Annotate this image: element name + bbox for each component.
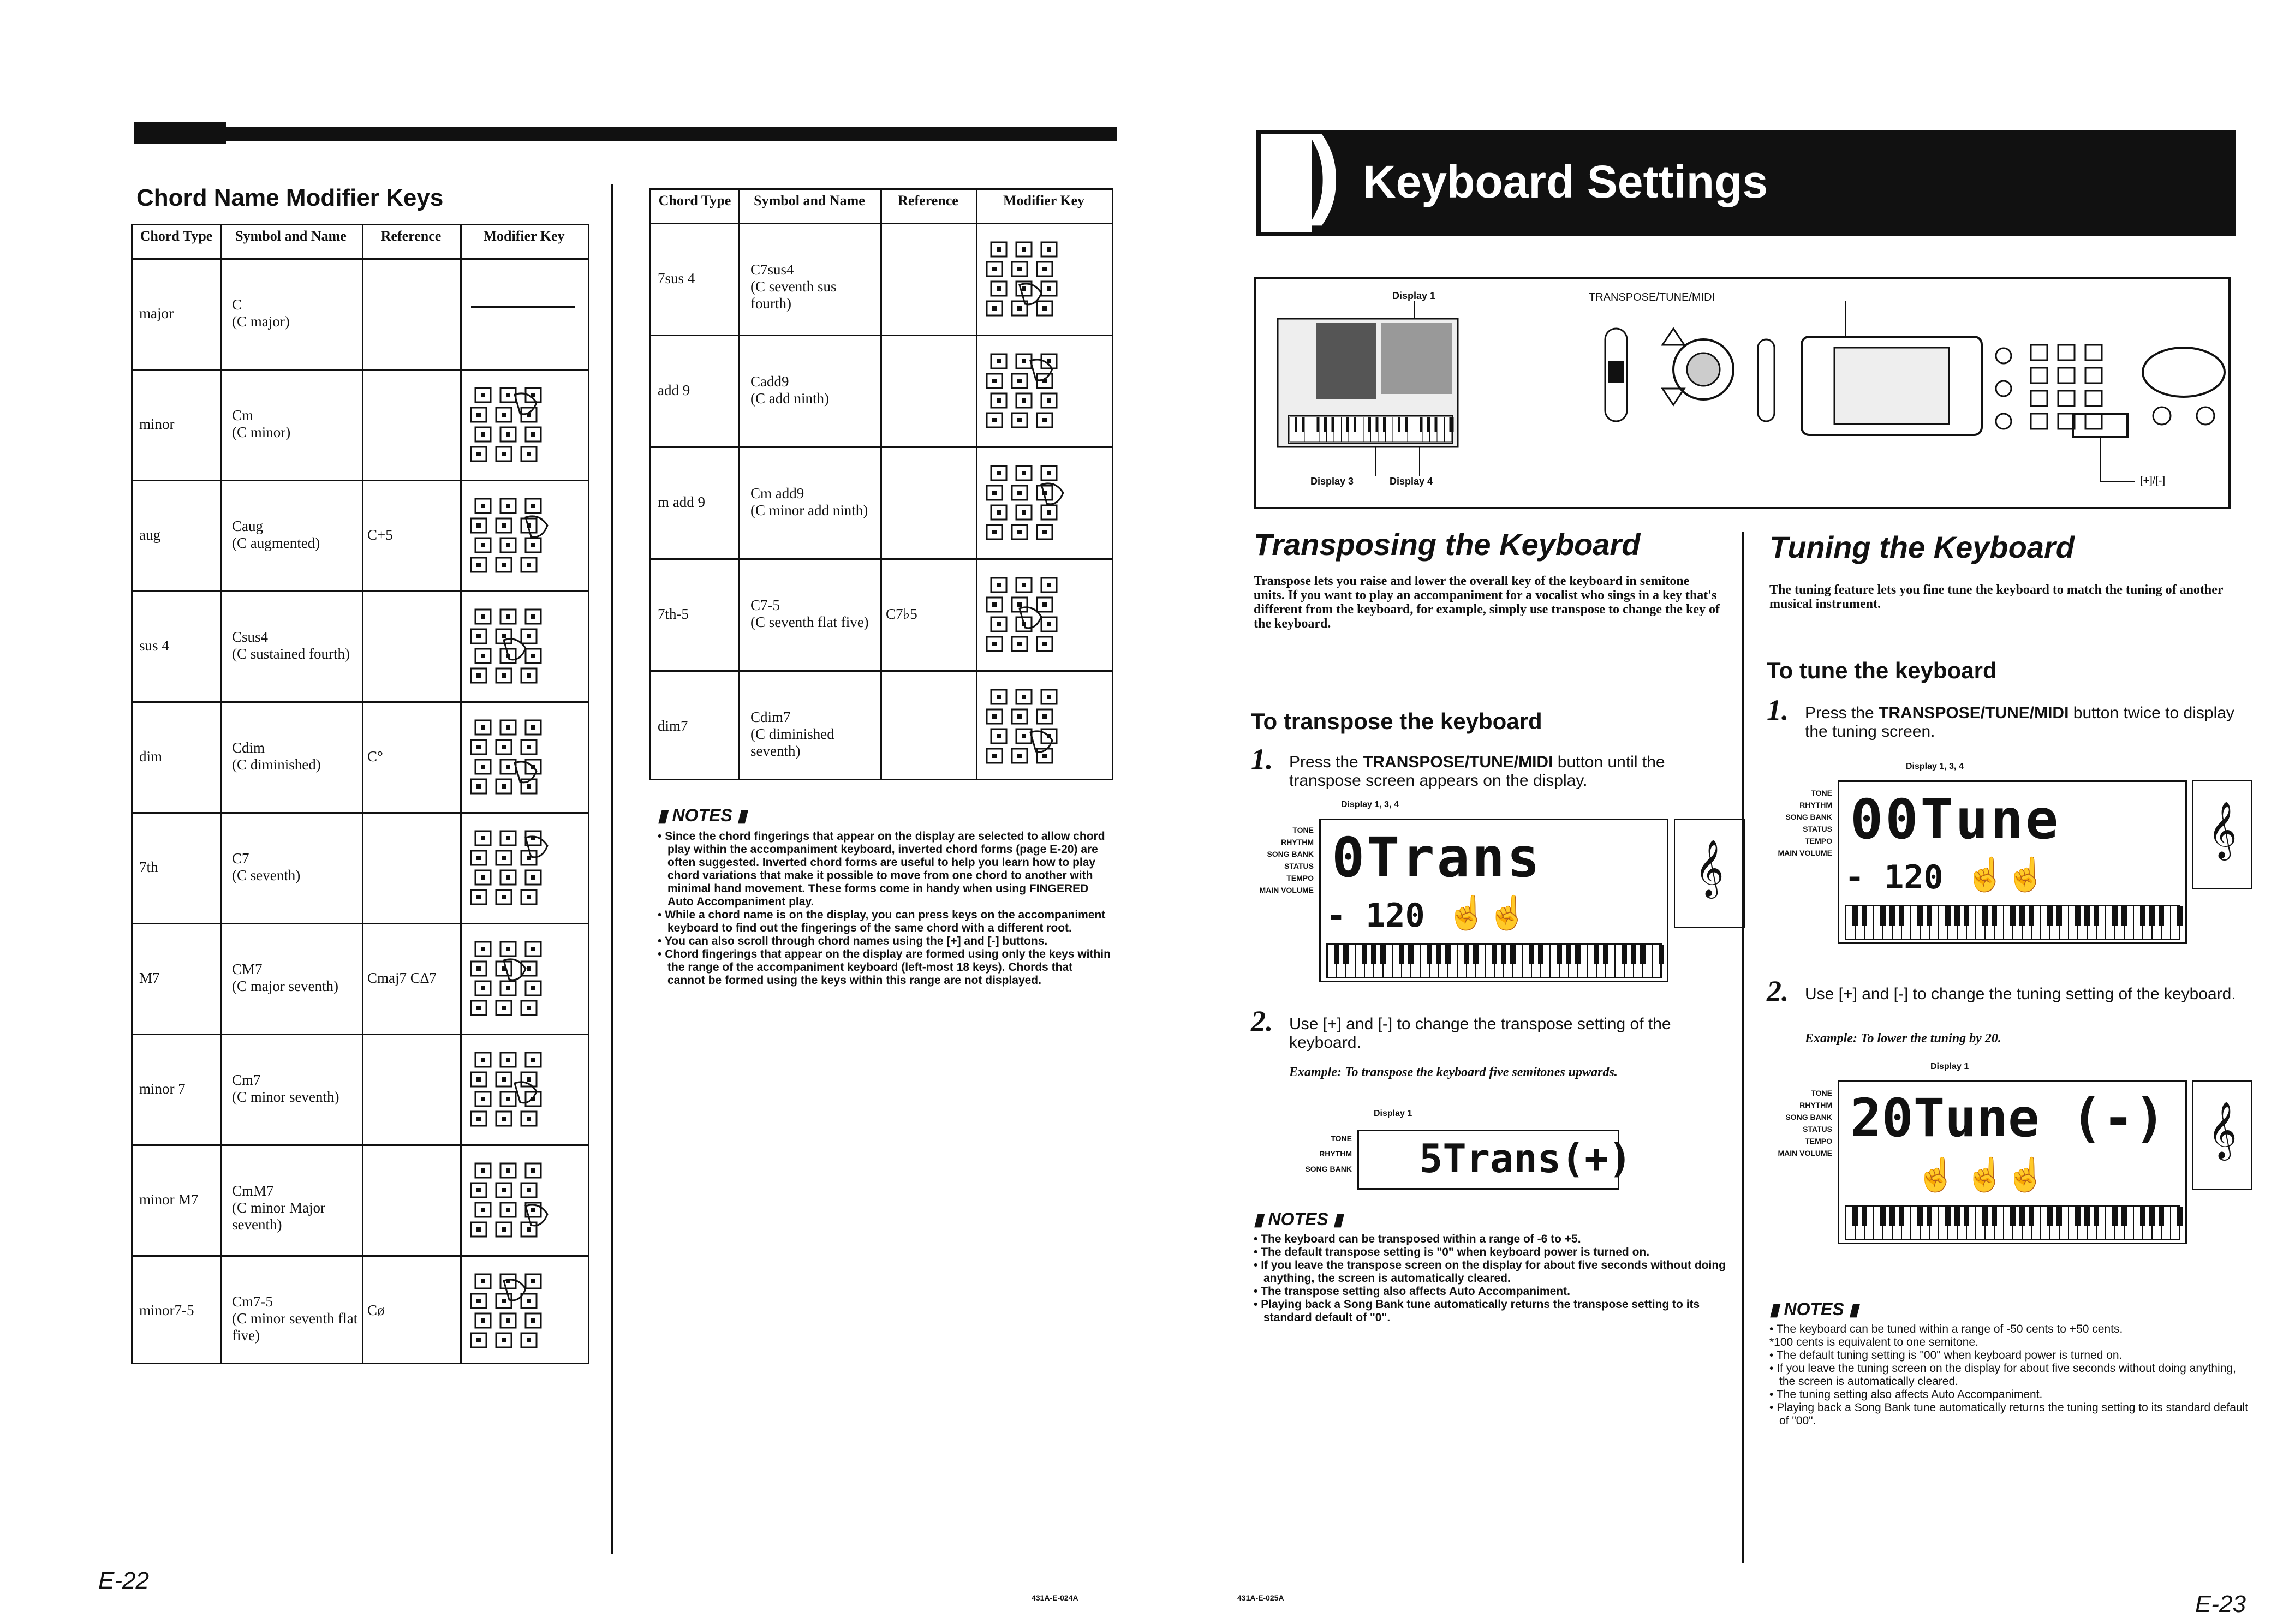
staff-icon: 𝄞 [2192,780,2252,889]
chord-type: add 9 [658,381,690,398]
note-item: • If you leave the transpose screen on the display for about five seconds without doing anything, the screen is automatically cleared. [1254,1259,1734,1285]
chord-symbol: Cadd9 (C add ninth) [750,373,829,407]
chord-symbol: CM7 (C major seventh) [232,960,338,994]
label-tempo: TEMPO [1286,874,1314,882]
display3-label: Display 3 [1310,476,1354,487]
tuning-example: Example: To lower the tuning by 20. [1805,1031,2001,1046]
banner-bracket-paren: ) [1308,117,1341,226]
label-status: STATUS [1284,862,1314,870]
label-song-bank: SONG BANK [1305,1165,1352,1173]
step-number: 1. [1767,694,1789,726]
step-number: 1. [1251,743,1273,775]
column-header: Chord Type [658,193,731,208]
chord-type: dim7 [658,717,688,734]
note-item: • The default tuning setting is "00" when keyboard power is turned on. [1769,1349,2250,1362]
modifier-key [981,574,1069,658]
tuning-title: Tuning the Keyboard [1769,530,2075,564]
note-item: • The keyboard can be transposed within a range of -6 to +5. [1254,1233,1734,1246]
modifier-key-diagram [466,384,553,465]
modifier-key [466,1159,553,1244]
chord-type: 7th [139,858,158,875]
modifier-key [466,384,553,468]
transpose-step1 [1251,742,1731,790]
modifier-key [466,1270,553,1354]
label-song-bank: SONG BANK [1267,850,1314,858]
column-line [738,190,740,779]
transpose-lcd [1319,819,1668,982]
transpose-button-label: TRANSPOSE/TUNE/MIDI [1589,291,1715,303]
row-line [133,590,588,592]
modifier-key-diagram [981,350,1069,432]
column-line [362,225,363,1363]
chord-reference: C7♭5 [886,605,917,622]
chord-symbol: C7sus4 (C seventh sus fourth) [750,261,837,312]
chord-type: dim [139,748,163,765]
note-item: • The default transpose setting is "0" when keyboard power is turned on. [1254,1246,1734,1259]
transpose-notes [1254,1209,1734,1324]
top-bar [134,127,1117,141]
label-rhythm: RHYTHM [1281,838,1314,846]
chord-type: sus 4 [139,637,169,654]
label-status: STATUS [1803,1125,1832,1133]
chord-reference: C° [367,748,383,765]
label-song-bank: SONG BANK [1785,813,1832,821]
note-item: • The keyboard can be tuned within a range of -50 cents to +50 cents. [1769,1323,2250,1336]
chord-symbol: CmM7 (C minor Major seventh) [232,1182,325,1233]
chord-symbol: Cdim7 (C diminished seventh) [750,708,834,759]
tuning-step1 [1767,693,2247,741]
panel-illustration [1256,279,2228,507]
modifier-key [466,716,553,801]
note-item: • While a chord name is on the display, you can press keys on the accompaniment keyboard to find out the fingerings of the same chord with a different root. [658,909,1111,935]
note-item: • Chord fingerings that appear on the display are formed using only the keys within the range of the accompaniment keyboard (left-most 18 keys). Chords that cannot be formed using the keys within this range are not displayed. [658,948,1111,987]
label-tone: TONE [1811,789,1832,797]
note-item: • Since the chord fingerings that appear on the display are selected to allow chord play within the accompaniment keyboard, inverted chord forms (page E-20) are often suggested. Inverted chord forms are useful to help you learn how to play chord variations that make it possible to move from one chord to another with minimal hand movement. These forms come in handy when using FINGERED Auto Accompaniment play. [658,830,1111,909]
banner-bracket-box [1256,130,1316,236]
tuning-notes [1769,1299,2250,1428]
modifier-key-diagram [466,605,553,687]
label-song-bank: SONG BANK [1785,1113,1832,1121]
chord-reference: C+5 [367,526,393,543]
label-rhythm: RHYTHM [1799,1101,1832,1109]
display1-label: Display 1 [1392,290,1436,301]
display-caption: Display 1, 3, 4 [1906,762,1964,771]
column-header: Reference [380,228,442,244]
row-line [651,335,1112,336]
notes-heading: ▮ NOTES ▮ [1769,1299,1859,1319]
modifier-key-diagram [981,462,1069,544]
chord-type: major [139,304,174,321]
row-line [651,223,1112,224]
tuning-subtitle: To tune the keyboard [1767,658,1997,683]
chord-table-1 [131,224,589,1364]
row-line [651,446,1112,448]
keyboard-panel-diagram [1254,277,2231,509]
chord-type: minor7-5 [139,1301,194,1318]
transpose-subtitle: To transpose the keyboard [1251,708,1542,734]
modifier-key [466,494,553,579]
top-bar-mark [134,122,226,144]
column-header: Modifier Key [483,228,565,244]
row-line [133,812,588,814]
column-header: Symbol and Name [235,228,347,244]
row-line [651,558,1112,560]
chord-reference: Cø [367,1301,385,1318]
modifier-key [466,827,553,911]
row-line [133,1144,588,1146]
note-item: • You can also scroll through chord names using the [+] and [-] buttons. [658,935,1111,948]
modifier-key-diagram [466,716,553,798]
chord-type: minor M7 [139,1191,199,1208]
hand-icon: ☝ ☝☝ [1916,1157,2047,1193]
right-page [1144,0,2289,1624]
chord-type: M7 [139,969,160,986]
label-tone: TONE [1811,1089,1832,1097]
row-line [133,923,588,924]
modifier-key-diagram [981,238,1069,320]
display-caption: Display 1, 3, 4 [1341,800,1399,809]
lcd-main-text: 00Tune [1850,787,2061,851]
column-header: Reference [898,193,958,208]
modifier-key [466,1048,553,1133]
chord-type: minor [139,415,175,432]
step-number: 2. [1251,1005,1273,1037]
label-tone: TONE [1292,826,1314,834]
label-tone: TONE [1331,1134,1352,1143]
tuning-intro: The tuning feature lets you fine tune the keyboard to match the tuning of another musical instrument. [1769,583,2224,611]
column-divider [611,184,613,1554]
modifier-key [981,238,1069,323]
modifier-key [981,685,1069,770]
note-item: • Playing back a Song Bank tune automatically returns the tuning setting to its standard default of "00". [1769,1401,2250,1428]
plusminus-label: [+]/[-] [2140,475,2166,487]
chord-symbol: Cm7 (C minor seventh) [232,1071,339,1105]
note-item: • If you leave the tuning screen on the display for about five seconds without doing anything, the screen is automatically cleared. [1769,1362,2250,1388]
staff-icon: 𝄞 [1674,819,1745,928]
column-line [460,225,462,1363]
column-line [220,225,222,1363]
column-line [976,190,977,779]
modifier-key-diagram [981,574,1069,655]
step1-text: Press the TRANSPOSE/TUNE/MIDI button until the transpose screen appears on the display. [1289,753,1665,790]
lcd-keyboard [1326,943,1662,978]
page-number-left: E-22 [98,1567,149,1594]
lcd-tempo: - 120 [1326,897,1425,935]
chord-symbol: Cm add9 (C minor add ninth) [750,485,868,518]
label-main-volume: MAIN VOLUME [1778,1149,1832,1157]
chord-symbol: Csus4 (C sustained fourth) [232,628,350,662]
chord-symbol: C7 (C seventh) [232,850,301,883]
display4-label: Display 4 [1390,476,1433,487]
chord-symbol: Cm7-5 (C minor seventh flat five) [232,1293,358,1344]
modifier-key-diagram [466,1270,553,1352]
transpose-step2 [1251,1004,1731,1052]
left-page [0,0,1144,1624]
modifier-key-diagram [981,685,1069,767]
left-notes [658,805,1111,987]
row-line [651,670,1112,672]
label-main-volume: MAIN VOLUME [1778,849,1832,857]
display2-caption: Display 1 [1374,1109,1412,1118]
label-rhythm: RHYTHM [1319,1149,1352,1158]
lcd-keyboard [1845,905,2180,940]
tuning-lcd2-group [1772,1075,2252,1261]
tuning-lcd [1838,780,2187,944]
note-item: • The tuning setting also affects Auto Accompaniment. [1769,1388,2250,1401]
footer-code-left: 431A-E-024A [1032,1593,1078,1602]
row-line [133,1255,588,1257]
note-item: • The transpose setting also affects Auto Accompaniment. [1254,1285,1734,1298]
row-line [133,1034,588,1035]
lcd-tempo: - 120 [1845,858,1944,897]
column-header: Modifier Key [1003,193,1084,208]
transpose-example: Example: To transpose the keyboard five semitones upwards. [1289,1065,1618,1079]
transpose-lcd2-group [1292,1124,1707,1195]
banner-title: Keyboard Settings [1363,156,1768,207]
page-number-right: E-23 [2195,1591,2246,1617]
tuning-lcd-group [1772,775,2252,960]
label-rhythm: RHYTHM [1799,801,1832,809]
section-title: Chord Name Modifier Keys [136,184,444,211]
chord-type: 7th-5 [658,605,689,622]
footer-code-right: 431A-E-025A [1237,1593,1284,1602]
chord-table-2 [649,188,1113,780]
hand-icon: ☝☝ [1446,895,1528,931]
chord-type: m add 9 [658,493,705,510]
column-header: Symbol and Name [754,193,865,208]
chord-reference: Cmaj7 C∆7 [367,969,437,986]
transpose-lcd2 [1357,1130,1632,1190]
chord-symbol: C (C major) [232,296,290,330]
step2-text: Use [+] and [-] to change the transpose setting of the keyboard. [1289,1015,1671,1052]
notes-heading: ▮ NOTES ▮ [1254,1209,1343,1229]
display2-caption: Display 1 [1930,1062,1969,1071]
no-modifier-dash [471,306,575,308]
chord-type: minor 7 [139,1080,186,1097]
modifier-key [466,605,553,690]
hand-icon: ☝☝ [1965,857,2047,893]
step1-text: Press the TRANSPOSE/TUNE/MIDI button twice to display the tuning screen. [1805,704,2234,741]
lcd2-text: 5Trans(+) [1419,1136,1632,1181]
chord-symbol: C7-5 (C seventh flat five) [750,596,869,630]
row-line [133,480,588,481]
chord-type: 7sus 4 [658,270,695,286]
chord-symbol: Caug (C augmented) [232,517,320,551]
chord-type: aug [139,526,160,543]
column-line [880,190,882,779]
row-line [133,258,588,260]
modifier-key-diagram [466,494,553,576]
modifier-key [466,938,553,1022]
chord-symbol: Cdim (C diminished) [232,739,321,773]
note-item: • Playing back a Song Bank tune automatically returns the transpose setting to its standard default of "0". [1254,1298,1734,1324]
modifier-key-diagram [466,938,553,1019]
row-line [133,369,588,371]
label-main-volume: MAIN VOLUME [1259,886,1314,894]
step-number: 2. [1767,975,1789,1007]
modifier-key [981,462,1069,546]
modifier-key-diagram [466,827,553,909]
tuning-step2 [1767,974,2247,1008]
modifier-key-diagram [466,1159,553,1241]
modifier-key [981,350,1069,434]
transpose-intro: Transpose lets you raise and lower the overall key of the keyboard in semitone units. If you want to play an accompaniment for a vocalist who sings in a key that's different from the keyboard, for example, simply use transpose to change the key of the keyboard. [1254,574,1720,631]
transpose-title: Transposing the Keyboard [1254,527,1641,562]
label-tempo: TEMPO [1805,837,1832,845]
column-divider-right [1742,532,1744,1563]
tuning-lcd2 [1838,1080,2187,1244]
lcd-keyboard [1845,1205,2180,1240]
label-status: STATUS [1803,825,1832,833]
note-item: *100 cents is equivalent to one semitone. [1769,1336,1978,1348]
step2-text: Use [+] and [-] to change the tuning setting of the keyboard. [1805,985,2236,1003]
column-header: Chord Type [140,228,213,244]
notes-heading: ▮ NOTES ▮ [658,805,747,825]
staff-icon: 𝄞 [2192,1080,2252,1190]
lcd-main-text: 0Trans [1332,826,1542,889]
label-tempo: TEMPO [1805,1137,1832,1145]
transpose-lcd-group [1254,813,1745,999]
lcd2-text: 20Tune (-) [1850,1088,2166,1149]
modifier-key-diagram [466,1048,553,1130]
chord-symbol: Cm (C minor) [232,407,291,440]
row-line [133,701,588,703]
